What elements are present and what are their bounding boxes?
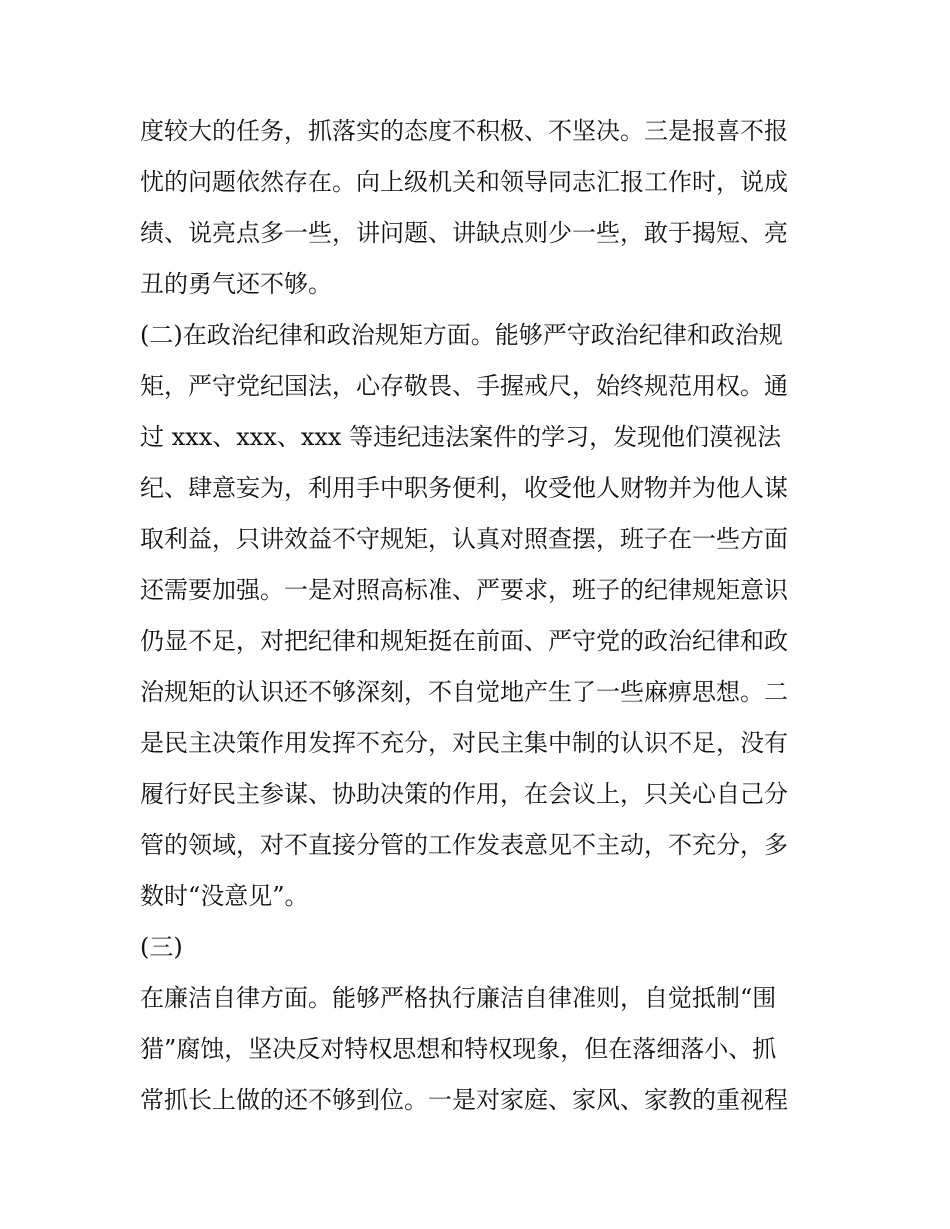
text-line: 仍显不足，对把纪律和规矩挺在前面、严守党的政治纪律和政 — [140, 627, 788, 655]
text-line: 过 xxx、xxx、xxx 等违纪违法案件的学习，发现他们漠视法 — [140, 423, 782, 451]
text-line: 忧的问题依然存在。向上级机关和领导同志汇报工作时，说成 — [140, 168, 788, 196]
text-line: 纪、肆意妄为，利用手中职务便利，收受他人财物并为他人谋 — [140, 474, 788, 502]
section-heading-3: (三) — [140, 933, 183, 961]
text-line: 猎”腐蚀，坚决反对特权思想和特权现象，但在落细落小、抓 — [140, 1035, 777, 1063]
text-line: 丑的勇气还不够。 — [140, 270, 332, 298]
text-line: 还需要加强。一是对照高标准、严要求，班子的纪律规矩意识 — [140, 576, 788, 604]
text-line: 绩、说亮点多一些，讲问题、讲缺点则少一些，敢于揭短、亮 — [140, 219, 788, 247]
text-line: 矩，严守党纪国法，心存敬畏、手握戒尺，始终规范用权。通 — [140, 372, 788, 400]
text-line: 常抓长上做的还不够到位。一是对家庭、家风、家教的重视程 — [140, 1086, 788, 1114]
text-line: 取利益，只讲效益不守规矩，认真对照查摆，班子在一些方面 — [140, 525, 788, 553]
text-line: 是民主决策作用发挥不充分，对民主集中制的认识不足，没有 — [140, 729, 788, 757]
section-heading-2: (二)在政治纪律和政治规矩方面。能够严守政治纪律和政治规 — [140, 321, 783, 349]
text-line: 在廉洁自律方面。能够严格执行廉洁自律准则，自觉抵制“围 — [140, 984, 777, 1012]
text-line: 治规矩的认识还不够深刻，不自觉地产生了一些麻痹思想。二 — [140, 678, 788, 706]
document-body — [140, 106, 830, 1126]
text-line: 数时“没意见”。 — [140, 882, 309, 910]
text-line: 管的领域，对不直接分管的工作发表意见不主动，不充分，多 — [140, 831, 788, 859]
text-line: 履行好民主参谋、协助决策的作用，在会议上，只关心自己分 — [140, 780, 788, 808]
text-line: 度较大的任务，抓落实的态度不积极、不坚决。三是报喜不报 — [140, 117, 788, 145]
